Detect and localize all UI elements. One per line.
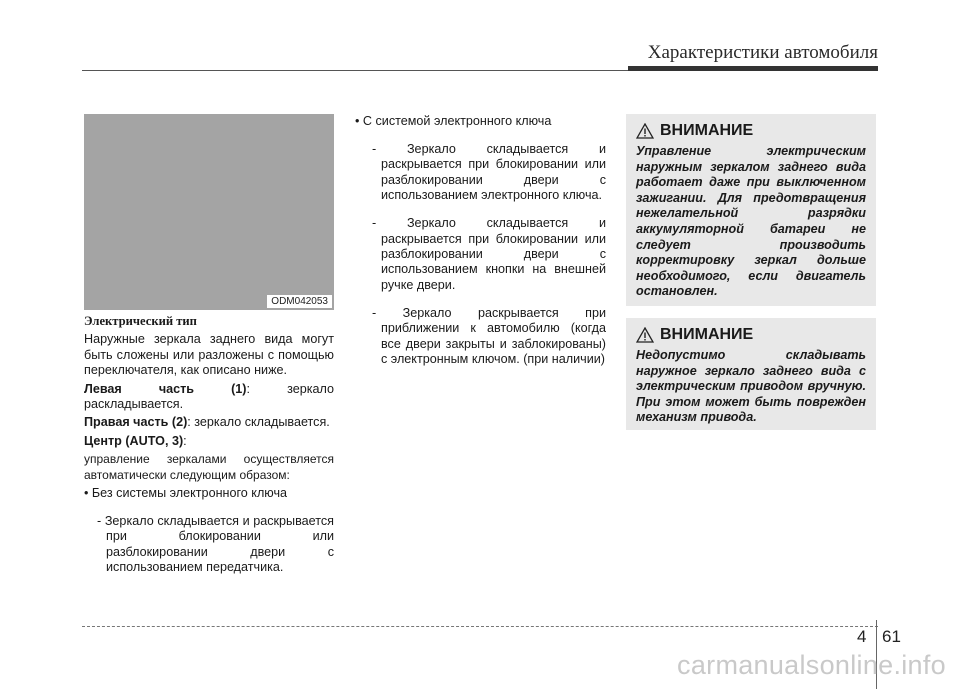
page-number: 61 [882, 627, 901, 646]
center-part-text: управление зеркалами осуществляется автоматически следующим образом: [84, 452, 334, 482]
header-rule-accent [628, 66, 878, 71]
column-middle [355, 114, 606, 380]
bullet-no-smart-key: • Без системы электронного ключа [84, 486, 288, 501]
warning-title: ВНИМАНИЕ [660, 122, 754, 139]
warning-heading [636, 122, 866, 140]
right-part-paragraph [84, 415, 334, 430]
dash-item-smart-key: - Зеркало складывается и раскрывается при блокировании или разблокировании двери с использованием электронного ключа. [372, 142, 606, 203]
dash-item-handle-button: - Зеркало складывается и раскрывается при блокировании или разблокировании двери с использованием кнопки на внешней ручке двери. [372, 216, 606, 292]
column-left [84, 314, 334, 588]
section-caption: Электрический тип [84, 314, 197, 328]
center-part-heading [84, 434, 334, 449]
photo-label: ODM042053 [267, 295, 332, 308]
warning-box-battery [626, 114, 876, 306]
watermark: carmanualsonline.info [677, 650, 946, 680]
right-part-label: Правая часть (2) [84, 415, 188, 430]
left-part-label: Левая часть (1) [84, 381, 247, 396]
warning-title: ВНИМАНИЕ [660, 326, 754, 343]
footer-rule [82, 626, 878, 627]
warning-triangle-icon [636, 327, 654, 343]
warning-body: Управление электрическим наружным зеркалом заднего вида работает даже при выключенном зажигании. Для предотвращения нежелательной разрядки аккумуляторной батареи не следует производить корректировку зеркал дольше необходимого, если двигатель остановлен. [636, 144, 866, 299]
intro-paragraph: Наружные зеркала заднего вида могут быть сложены или разложены с помощью переключателя, как описано ниже. [84, 332, 334, 378]
warning-heading [636, 326, 866, 344]
dash-item-approach: - Зеркало раскрывается при приближении к автомобилю (когда все двери закрыты и заблокированы) с электронным ключом. (при наличии) [372, 305, 606, 367]
mirror-switch-photo [84, 114, 334, 310]
left-part-text: : зеркало раскладывается. [84, 381, 334, 412]
section-number: 4 [857, 627, 867, 646]
warning-triangle-icon [636, 123, 654, 139]
page-header-title: Характеристики автомобиля [647, 42, 878, 63]
right-part-text: : зеркало складывается. [187, 415, 330, 430]
dash-item-transmitter: - Зеркало складывается и раскрывается при блокировании или разблокировании двери с использованием передатчика. [97, 514, 334, 575]
warning-box-manual-fold [626, 318, 876, 430]
warning-body: Недопустимо складывать наружное зеркало заднего вида с электрическим приводом вручную. При этом может быть поврежден механизм привода. [636, 348, 866, 425]
bullet-smart-key: • С системой электронного ключа [355, 114, 552, 128]
center-part-colon: : [183, 433, 187, 448]
center-part-label: Центр (AUTO, 3) [84, 433, 184, 448]
left-part-paragraph [84, 382, 334, 413]
